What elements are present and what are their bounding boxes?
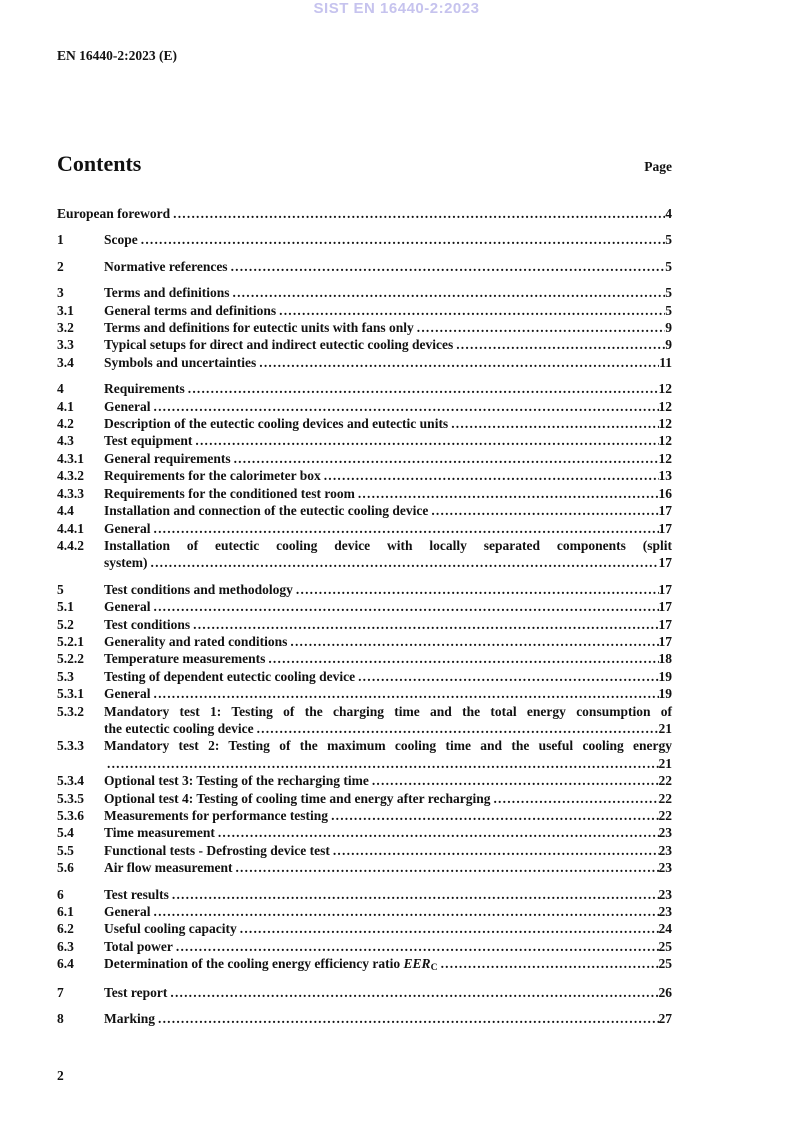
toc-entry-title-line1: Installation of eutectic cooling device with locally separated components (split bbox=[104, 537, 672, 553]
toc-entry-title: Requirements for the calorimeter box bbox=[104, 468, 321, 484]
toc-entry-page: 17 bbox=[658, 599, 672, 615]
toc-entry bbox=[57, 354, 672, 371]
toc-entry bbox=[57, 502, 672, 519]
toc-entry-body bbox=[104, 616, 672, 633]
toc-entry-title: Marking bbox=[104, 1011, 156, 1027]
toc-entry-line bbox=[104, 231, 672, 248]
toc-entry-title: Generality and rated conditions bbox=[104, 633, 288, 649]
toc-entry-line bbox=[104, 284, 672, 301]
toc-entry-line bbox=[104, 598, 672, 615]
toc-entry-body bbox=[104, 703, 672, 738]
toc-leader-dots bbox=[490, 790, 658, 807]
toc-entry-page: 23 bbox=[658, 860, 672, 876]
toc-list bbox=[57, 205, 672, 1027]
toc-entry-title-line2: system) bbox=[104, 555, 148, 571]
toc-entry-page: 12 bbox=[658, 398, 672, 414]
toc-entry-body bbox=[104, 398, 672, 415]
toc-leader-dots bbox=[355, 485, 659, 502]
toc-entry-body bbox=[104, 258, 672, 275]
toc-entry bbox=[57, 859, 672, 876]
toc-entry-line bbox=[57, 205, 672, 222]
toc-entry-number: 4.3.2 bbox=[57, 468, 84, 484]
toc-entry-title: Optional test 4: Testing of cooling time and energy after recharging bbox=[104, 790, 491, 806]
toc-entry-line bbox=[104, 581, 672, 598]
toc-entry-line bbox=[104, 415, 672, 432]
toc-leader-dots bbox=[151, 903, 659, 920]
toc-entry-number: 4.4 bbox=[57, 503, 74, 519]
toc-leader-dots bbox=[256, 354, 659, 371]
toc-entry-title: Testing of dependent eutectic cooling device bbox=[104, 668, 356, 684]
toc-entry-page: 12 bbox=[658, 416, 672, 432]
toc-entry-line bbox=[104, 650, 672, 667]
toc-entry-page: 23 bbox=[658, 825, 672, 841]
toc-entry-title: European foreword bbox=[57, 206, 171, 221]
toc-leader-dots bbox=[438, 955, 659, 972]
toc-entry-title: General requirements bbox=[104, 450, 231, 466]
toc-entry bbox=[57, 668, 672, 685]
toc-entry bbox=[57, 790, 672, 807]
toc-entry-title-line1: Mandatory test 2: Testing of the maximum cooling time and the useful cooling energy bbox=[104, 738, 672, 754]
toc-entry-title: Functional tests - Defrosting device test bbox=[104, 842, 330, 858]
toc-entry-page: 5 bbox=[665, 285, 672, 301]
toc-entry-body bbox=[104, 415, 672, 432]
toc-entry-number: 5.3.2 bbox=[57, 703, 84, 719]
toc-entry-page: 22 bbox=[658, 808, 672, 823]
toc-entry-number: 3 bbox=[57, 285, 64, 301]
toc-entry-line2 bbox=[104, 720, 672, 737]
toc-leader-dots bbox=[265, 650, 658, 667]
toc-entry-title: Symbols and uncertainties bbox=[104, 354, 257, 370]
toc-entry-page: 17 bbox=[658, 581, 672, 597]
toc-entry bbox=[57, 616, 672, 633]
toc-entry-number: 5.2.2 bbox=[57, 651, 84, 667]
toc-entry-page: 19 bbox=[658, 668, 672, 684]
toc-entry-page: 23 bbox=[658, 904, 672, 920]
toc-entry-body bbox=[104, 807, 672, 824]
toc-entry-number: 4.3.3 bbox=[57, 485, 84, 501]
toc-entry-page: 17 bbox=[658, 520, 672, 536]
toc-entry-page: 17 bbox=[658, 633, 672, 649]
toc-leader-dots bbox=[328, 807, 658, 824]
document-reference: EN 16440-2:2023 (E) bbox=[57, 48, 177, 63]
toc-entry-body bbox=[104, 537, 672, 572]
toc-entry-body bbox=[104, 502, 672, 519]
toc-entry-body bbox=[104, 790, 672, 807]
toc-leader-dots bbox=[155, 1010, 658, 1027]
toc-entry-number: 3.4 bbox=[57, 354, 74, 370]
toc-entry-number: 4.3.1 bbox=[57, 450, 84, 466]
toc-entry-body bbox=[104, 520, 672, 537]
toc-entry-title: Time measurement bbox=[104, 825, 215, 841]
toc-entry-line bbox=[104, 633, 672, 650]
toc-entry-title: Typical setups for direct and indirect eutectic cooling devices bbox=[104, 337, 454, 353]
toc-entry-line bbox=[104, 502, 672, 519]
toc-entry bbox=[57, 398, 672, 415]
toc-leader-dots bbox=[170, 205, 665, 222]
toc-entry bbox=[57, 633, 672, 650]
toc-entry-line bbox=[104, 938, 672, 955]
toc-entry-line bbox=[104, 467, 672, 484]
toc-entry-body bbox=[104, 467, 672, 484]
toc-entry-number: 5.3.5 bbox=[57, 790, 84, 806]
toc-entry bbox=[57, 581, 672, 598]
toc-entry bbox=[57, 920, 672, 937]
toc-entry-body bbox=[57, 205, 672, 222]
toc-entry-title: Scope bbox=[104, 232, 138, 248]
toc-entry-page: 5 bbox=[665, 258, 672, 274]
toc-entry-body bbox=[104, 432, 672, 449]
toc-entry bbox=[57, 415, 672, 432]
toc-entry bbox=[57, 432, 672, 449]
toc-leader-dots bbox=[231, 450, 659, 467]
toc-entry-page: 9 bbox=[665, 320, 672, 336]
toc-entry-body bbox=[104, 685, 672, 702]
toc-leader-dots bbox=[232, 859, 658, 876]
toc-entry-title: Air flow measurement bbox=[104, 860, 233, 876]
toc-leader-dots bbox=[228, 258, 666, 275]
toc-entry-page: 19 bbox=[658, 686, 672, 702]
toc-entry-number: 4.4.2 bbox=[57, 537, 84, 553]
toc-entry-title: General bbox=[104, 599, 151, 615]
toc-entry-body bbox=[104, 231, 672, 248]
toc-entry-line bbox=[104, 920, 672, 937]
toc-entry-line bbox=[104, 354, 672, 371]
toc-entry-number: 5 bbox=[57, 581, 64, 597]
toc-entry-number: 3.2 bbox=[57, 320, 74, 336]
toc-entry bbox=[57, 258, 672, 275]
toc-entry bbox=[57, 485, 672, 502]
toc-entry-line bbox=[104, 842, 672, 859]
toc-entry-page: 12 bbox=[658, 450, 672, 466]
toc-entry-page: 13 bbox=[658, 468, 672, 484]
watermark-text: SIST EN 16440-2:2023 bbox=[313, 0, 480, 17]
toc-entry-title: Test results bbox=[104, 886, 169, 902]
toc-entry-line bbox=[104, 398, 672, 415]
toc-entry-body bbox=[104, 903, 672, 920]
toc-leader-dots bbox=[190, 616, 658, 633]
toc-entry-number: 4.4.1 bbox=[57, 520, 84, 536]
toc-entry-line bbox=[104, 903, 672, 920]
toc-entry-line bbox=[104, 336, 672, 353]
page-column-label: Page bbox=[644, 159, 672, 174]
toc-entry-page: 11 bbox=[659, 354, 672, 370]
toc-entry-line2 bbox=[104, 554, 672, 571]
toc-leader-dots bbox=[167, 984, 658, 1001]
toc-entry-page: 16 bbox=[658, 485, 672, 501]
toc-entry-body bbox=[104, 842, 672, 859]
toc-entry-line bbox=[104, 302, 672, 319]
toc-entry-body bbox=[104, 938, 672, 955]
toc-entry-page: 23 bbox=[658, 886, 672, 902]
toc-entry-page: 25 bbox=[658, 938, 672, 954]
toc-entry-line bbox=[104, 258, 672, 275]
toc-entry-page: 27 bbox=[658, 1011, 672, 1027]
toc-leader-dots bbox=[151, 598, 659, 615]
toc-entry-number: 6 bbox=[57, 886, 64, 902]
toc-leader-dots bbox=[151, 520, 659, 537]
toc-entry bbox=[57, 450, 672, 467]
toc-entry bbox=[57, 842, 672, 859]
toc-entry-number: 4.3 bbox=[57, 433, 74, 449]
toc-entry-line bbox=[104, 984, 672, 1001]
toc-entry-line bbox=[104, 807, 672, 824]
toc-entry-title: Temperature measurements bbox=[104, 651, 266, 667]
toc-entry-line bbox=[104, 955, 672, 974]
toc-entry-line bbox=[104, 859, 672, 876]
toc-entry-page: 4 bbox=[665, 206, 672, 221]
toc-entry-line bbox=[104, 319, 672, 336]
toc-leader-dots bbox=[428, 502, 658, 519]
toc-leader-dots bbox=[321, 467, 659, 484]
toc-entry-body bbox=[104, 284, 672, 301]
toc-entry-number: 4.1 bbox=[57, 398, 74, 414]
toc-entry-title-line1: Mandatory test 1: Testing of the charging time and the total energy consumption of bbox=[104, 703, 672, 719]
toc-entry-title: Measurements for performance testing bbox=[104, 808, 329, 823]
toc-entry-number: 2 bbox=[57, 258, 64, 274]
toc-entry-title: Requirements for the conditioned test room bbox=[104, 485, 355, 501]
toc-entry bbox=[57, 205, 672, 222]
contents-header bbox=[57, 151, 672, 177]
toc-entry-body bbox=[104, 380, 672, 397]
toc-entry-body bbox=[104, 772, 672, 789]
toc-entry-body bbox=[104, 859, 672, 876]
toc-entry-page: 17 bbox=[658, 616, 672, 632]
toc-entry bbox=[57, 319, 672, 336]
toc-leader-dots bbox=[215, 824, 659, 841]
toc-entry-title: Installation and connection of the eutectic cooling device bbox=[104, 503, 429, 519]
toc-entry-title: General bbox=[104, 904, 151, 920]
toc-entry-page: 23 bbox=[658, 842, 672, 858]
toc-entry bbox=[57, 520, 672, 537]
toc-leader-dots bbox=[230, 284, 666, 301]
toc-entry bbox=[57, 824, 672, 841]
toc-entry-line2 bbox=[104, 755, 672, 772]
toc-entry-page: 24 bbox=[658, 921, 672, 937]
toc-entry-title: Optional test 3: Testing of the recharging time bbox=[104, 773, 369, 789]
toc-entry bbox=[57, 380, 672, 397]
toc-entry-title: Terms and definitions for eutectic units with fans only bbox=[104, 320, 414, 336]
toc-entry-number: 4.2 bbox=[57, 416, 74, 432]
toc-entry-body bbox=[104, 302, 672, 319]
toc-entry-body bbox=[104, 581, 672, 598]
toc-entry bbox=[57, 302, 672, 319]
toc-entry-number: 3.1 bbox=[57, 302, 74, 318]
toc-entry-title: Test equipment bbox=[104, 433, 193, 449]
toc-entry-number: 5.6 bbox=[57, 860, 74, 876]
toc-leader-dots bbox=[192, 432, 658, 449]
toc-leader-dots bbox=[369, 772, 659, 789]
toc-leader-dots bbox=[254, 720, 659, 737]
toc-leader-dots bbox=[169, 886, 659, 903]
toc-entry-title: Test conditions bbox=[104, 616, 191, 632]
toc-entry-number: 5.1 bbox=[57, 599, 74, 615]
toc-entry-line bbox=[104, 685, 672, 702]
contents-title: Contents bbox=[57, 151, 142, 176]
toc-entry-page: 22 bbox=[658, 773, 672, 789]
toc-entry-line bbox=[104, 824, 672, 841]
toc-entry-title: Determination of the cooling energy efficiency ratio $EER_C$ bbox=[104, 956, 438, 974]
toc-entry-page: 25 bbox=[658, 956, 672, 972]
toc-entry-page: 5 bbox=[665, 302, 672, 318]
toc-entry bbox=[57, 938, 672, 955]
toc-leader-dots bbox=[414, 319, 665, 336]
toc-entry-number: 6.2 bbox=[57, 921, 74, 937]
toc-entry-body bbox=[104, 984, 672, 1001]
toc-leader-dots bbox=[173, 938, 659, 955]
toc-entry-page: 18 bbox=[658, 651, 672, 667]
toc-entry-line bbox=[104, 520, 672, 537]
toc-entry-body bbox=[104, 450, 672, 467]
toc-entry-number: 8 bbox=[57, 1011, 64, 1027]
toc-entry-title: Normative references bbox=[104, 258, 228, 274]
toc-entry-body bbox=[104, 633, 672, 650]
toc-leader-dots bbox=[330, 842, 659, 859]
toc-entry bbox=[57, 955, 672, 974]
toc-entry-line bbox=[104, 485, 672, 502]
toc-entry-line bbox=[104, 1010, 672, 1027]
toc-entry-body bbox=[104, 1010, 672, 1027]
toc-entry-line bbox=[104, 668, 672, 685]
toc-entry-title: Terms and definitions bbox=[104, 285, 230, 301]
toc-entry-number: 5.2.1 bbox=[57, 633, 84, 649]
toc-entry-body bbox=[104, 650, 672, 667]
toc-entry bbox=[57, 537, 672, 572]
toc-entry-title: General bbox=[104, 398, 151, 414]
toc-entry bbox=[57, 284, 672, 301]
toc-entry-line bbox=[104, 450, 672, 467]
toc-leader-dots bbox=[138, 231, 666, 248]
toc-entry bbox=[57, 984, 672, 1001]
toc-entry-page: 12 bbox=[658, 381, 672, 397]
toc-entry-title: Useful cooling capacity bbox=[104, 921, 237, 937]
toc-entry-body bbox=[104, 485, 672, 502]
toc-entry-number: 6.3 bbox=[57, 938, 74, 954]
toc-leader-dots bbox=[151, 685, 659, 702]
toc-entry-number: 1 bbox=[57, 232, 64, 248]
toc-leader-dots bbox=[237, 920, 659, 937]
toc-entry-title: Requirements bbox=[104, 381, 185, 397]
toc-entry-page: 17 bbox=[658, 555, 672, 571]
toc-entry-body bbox=[104, 920, 672, 937]
toc-entry-page: 17 bbox=[658, 503, 672, 519]
toc-entry-number: 5.5 bbox=[57, 842, 74, 858]
toc-entry-number: 5.3.6 bbox=[57, 808, 84, 823]
toc-entry-title: General bbox=[104, 686, 151, 702]
toc-entry bbox=[57, 598, 672, 615]
toc-leader-dots bbox=[185, 380, 659, 397]
toc-entry-body bbox=[104, 668, 672, 685]
toc-entry bbox=[57, 685, 672, 702]
toc-entry-body bbox=[104, 336, 672, 353]
toc-leader-dots bbox=[104, 755, 659, 772]
toc-leader-dots bbox=[151, 398, 659, 415]
toc-leader-dots bbox=[148, 554, 659, 571]
toc-entry-number: 5.3.1 bbox=[57, 686, 84, 702]
toc-entry-number: 5.4 bbox=[57, 825, 74, 841]
toc-entry-title: General bbox=[104, 520, 151, 536]
toc-entry-title: Test conditions and methodology bbox=[104, 581, 293, 597]
toc-entry bbox=[57, 650, 672, 667]
toc-entry bbox=[57, 231, 672, 248]
toc-entry-line bbox=[104, 886, 672, 903]
toc-entry bbox=[57, 737, 672, 772]
toc-entry bbox=[57, 807, 672, 824]
toc-entry-number: 5.3.3 bbox=[57, 738, 84, 754]
footer-page-number: 2 bbox=[57, 1068, 64, 1083]
toc-entry-page: 12 bbox=[658, 433, 672, 449]
toc-entry-title: Description of the eutectic cooling devices and eutectic units bbox=[104, 416, 449, 432]
toc-entry-page: 26 bbox=[658, 984, 672, 1000]
toc-entry-line bbox=[104, 432, 672, 449]
toc-entry bbox=[57, 467, 672, 484]
toc-entry-line bbox=[104, 616, 672, 633]
toc-entry bbox=[57, 886, 672, 903]
toc-entry-number: 5.3 bbox=[57, 668, 74, 684]
toc-entry-title: Total power bbox=[104, 938, 173, 954]
toc-entry bbox=[57, 772, 672, 789]
toc-entry-title-line2: the eutectic cooling device bbox=[104, 720, 254, 736]
toc-entry-line bbox=[104, 772, 672, 789]
toc-entry-page: 9 bbox=[665, 337, 672, 353]
toc-entry-body bbox=[104, 598, 672, 615]
toc-leader-dots bbox=[293, 581, 659, 598]
toc-entry-line bbox=[104, 790, 672, 807]
toc-entry-line bbox=[104, 380, 672, 397]
toc-entry-body bbox=[104, 886, 672, 903]
toc-entry-body bbox=[104, 824, 672, 841]
toc-entry-title: General terms and definitions bbox=[104, 302, 277, 318]
toc-leader-dots bbox=[287, 633, 658, 650]
toc-leader-dots bbox=[453, 336, 665, 353]
toc-entry bbox=[57, 336, 672, 353]
toc-entry-page: 21 bbox=[658, 755, 672, 771]
toc-leader-dots bbox=[276, 302, 665, 319]
toc-entry-number: 7 bbox=[57, 984, 64, 1000]
toc-entry-number: 6.1 bbox=[57, 904, 74, 920]
toc-leader-dots bbox=[448, 415, 658, 432]
toc-entry-number: 4 bbox=[57, 381, 64, 397]
toc-entry-number: 5.2 bbox=[57, 616, 74, 632]
toc-entry-page: 22 bbox=[658, 790, 672, 806]
toc-entry-number: 3.3 bbox=[57, 337, 74, 353]
toc-entry-body bbox=[104, 737, 672, 772]
toc-entry-page: 5 bbox=[665, 232, 672, 248]
toc-entry-title: Test report bbox=[104, 984, 168, 1000]
toc-entry-number: 6.4 bbox=[57, 956, 74, 972]
toc-leader-dots bbox=[355, 668, 658, 685]
toc-entry-number: 5.3.4 bbox=[57, 773, 84, 789]
toc-entry bbox=[57, 1010, 672, 1027]
toc-entry-body bbox=[104, 955, 672, 974]
toc-entry-body bbox=[104, 354, 672, 371]
toc-entry bbox=[57, 903, 672, 920]
toc-entry-page: 21 bbox=[658, 720, 672, 736]
toc-entry-body bbox=[104, 319, 672, 336]
toc-entry bbox=[57, 703, 672, 738]
